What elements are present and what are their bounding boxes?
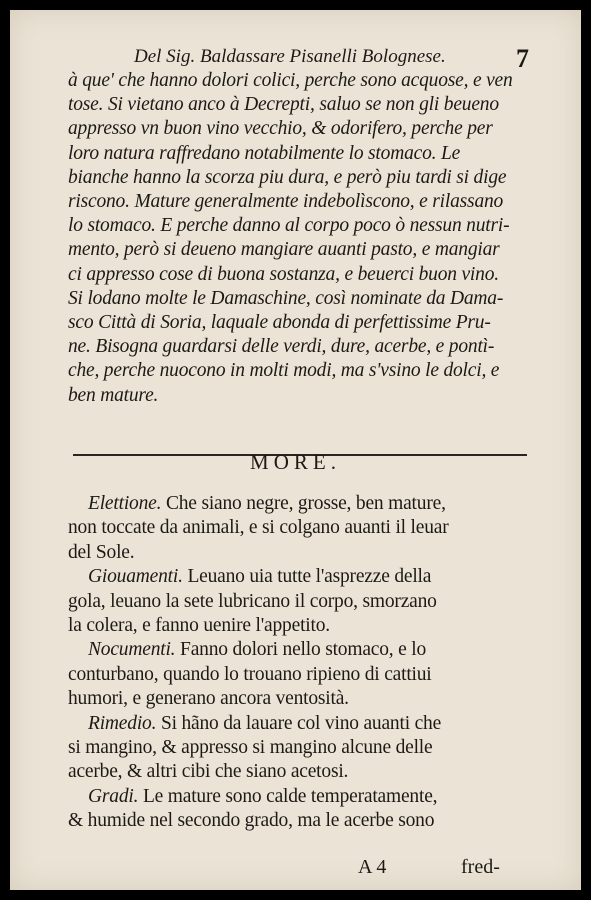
text-line [68,688,349,710]
entry-text: Si hãno da lauare col vino auanti che [160,712,442,734]
text-line [68,542,134,564]
section-title: MORE. [250,450,341,474]
text-line: ci appresso cose di buona sostanza, e beuerci buon vino. [68,263,499,285]
entry-text: gola, leuano la sete lubricano il corpo, smorzano [68,590,437,612]
entry-label: Rimedio. [88,712,161,734]
text-line: ben mature. [68,384,159,406]
text-line: à que' che hanno dolori colici, perche sono acquose, e ven [68,70,513,91]
entry-label: Gradi. [88,785,143,807]
text-line: lo stomaco. E perche danno al corpo poco ò nessun nutri- [68,215,510,237]
entry-label: Elettione. [88,493,166,514]
entry-label: Giouamenti. [88,566,188,588]
text-line: mento, però si deueno mangiare auanti pasto, e mangiar [68,239,500,261]
text-line: bianche hanno la scorza piu dura, e però piu tardi si dige [68,166,507,188]
text-line [88,786,437,808]
text-line: Si lodano molte le Damaschine, così nominate da Dama- [68,287,504,309]
text-line: che, perche nuocono in molti modi, ma s'vsino le dolci, e [68,360,500,382]
entry-text: la colera, e fanno uenire l'appetito. [68,615,330,636]
book-page [10,10,581,890]
entry-text: si mangino, & appresso si mangino alcune delle [68,737,433,758]
text-line: riscono. Mature generalmente indebolìscono, e rilassano [68,191,504,212]
signature-mark: A 4 [358,856,387,878]
entry-text: conturbano, quando lo trouano ripieno di cattiui [68,663,432,685]
text-line [68,615,330,637]
page-number: 7 [516,44,529,73]
text-line [68,517,449,539]
catchword: fred- [461,856,500,878]
text-line: tose. Si vietano anco à Decrepti, saluo se non gli beueno [68,94,499,116]
entry-label: Nocumenti. [88,639,181,661]
entry-text: non toccate da animali, e si colgano auanti il leuar [68,517,449,539]
text-line [88,639,426,661]
text-line [68,761,348,783]
text-line [88,566,431,588]
entry-text: del Sole. [68,541,135,563]
text-line [68,591,437,613]
text-line: loro natura raffredano notabilmente lo stomaco. Le [68,142,461,164]
text-line: sco Città di Soria, laquale abonda di perfettissime Pru- [68,312,491,333]
text-line [68,810,434,832]
entry-text: acerbe, & altri cibi che siano acetosi. [68,761,349,783]
entry-text: humori, e generano ancora ventosità. [68,688,349,710]
entry-text: Leuano uia tutte l'asprezze della [187,566,432,588]
text-line [68,737,432,759]
text-line: ne. Bisogna guardarsi delle verdi, dure, acerbe, e pontì- [68,336,495,358]
text-line [68,664,432,686]
text-line [88,493,446,515]
entry-text: Che siano negre, grosse, ben mature, [165,493,446,514]
running-head: Del Sig. Baldassare Pisanelli Bolognese. [134,46,446,67]
entry-text: Le mature sono calde temperatamente, [142,785,438,807]
text-line [88,713,441,735]
entry-text: & humide nel secondo grado, ma le acerbe sono [68,810,435,832]
entry-text: Fanno dolori nello stomaco, e lo [180,639,427,661]
text-line: appresso vn buon vino vecchio, & odorifero, perche per [68,118,493,140]
